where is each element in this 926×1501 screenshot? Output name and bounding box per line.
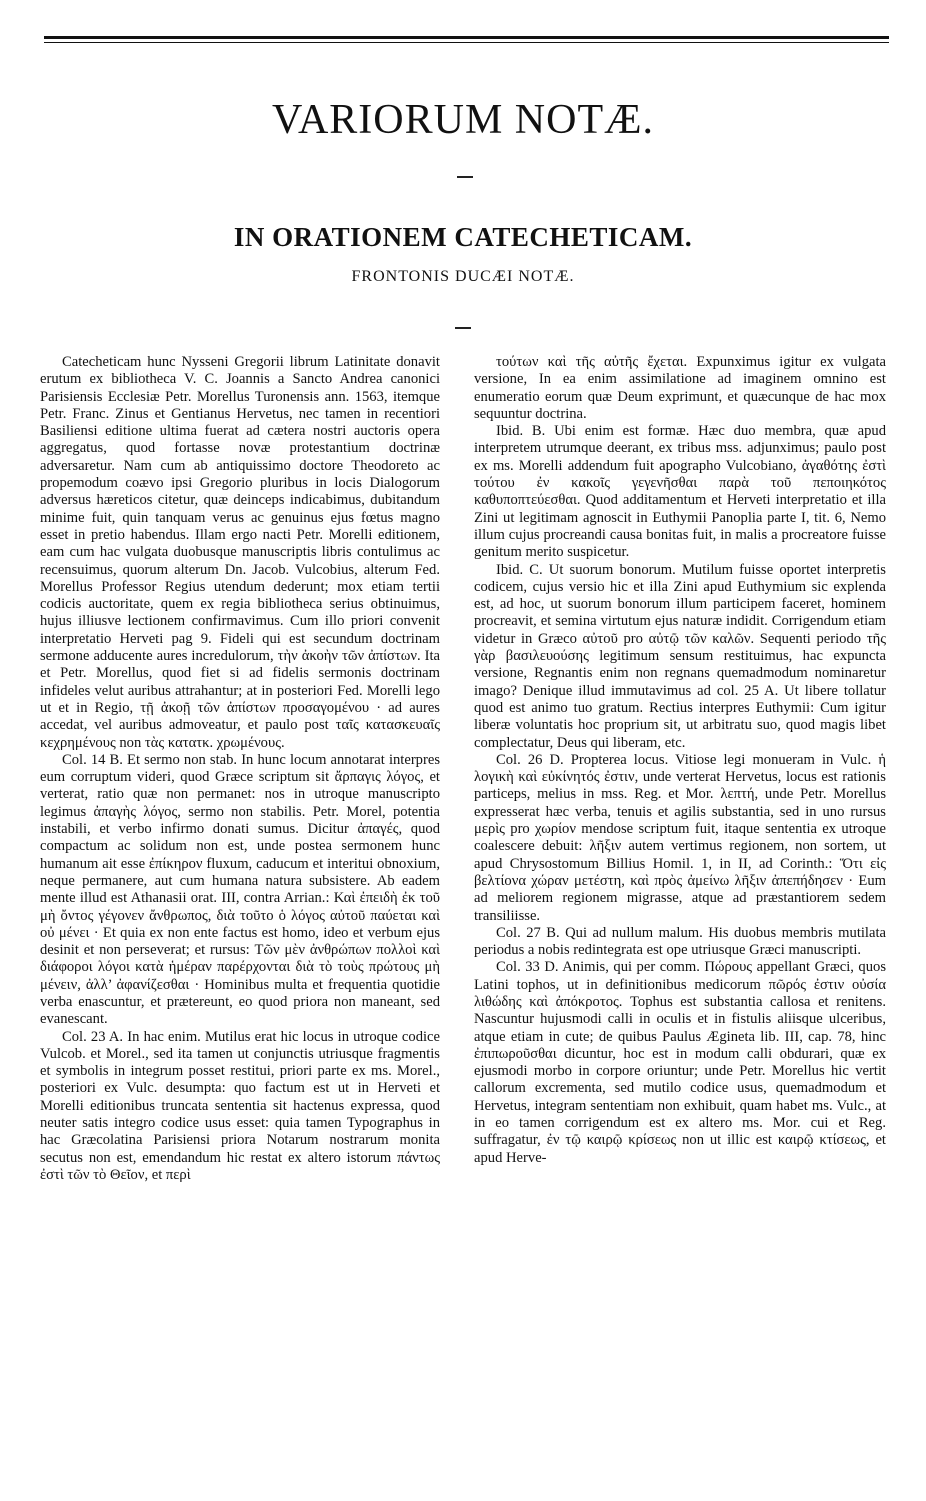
paragraph: Catecheticam hunc Nysseni Gregorii librum Latinitate donavit erutum ex bibliotheca V. C. Joannis a Sancto Andrea canonici Parisiensis Ecclesiæ Petr. Morellus Turonensis ann. 1563, itemque Petr. Franc. Zinus et Gentianus Hervetus, nec tamen in recentiori Basiliensi editione ultima fuerat ad cætera nostri auctoris opera aggregatus, quod fortasse novæ protestantium doctrinæ adversaretur. Nam cum ab antiquissimo doctore Theodoreto ac propemodum coævo ipsi Gregorio pluribus in locis Dialogorum adversus hæreticos citetur, quæ deinceps indicabimus, dubitandum minime fuit, quin tanquam verus ac genuinus ejus fœtus magno esset in pretio habendus. Illam ergo nacti Petr. Morelli editionem, eam cum hac vulgata duobusque manuscriptis libris contulimus ac recensuimus, quorum alterum Dn. Jacob. Vulcobius, alterum Fed. Morellus Professor Regius utendum dederunt; mox etiam tertii codicis auctoritate, quem ex regia bibliotheca serius obtinuimus, hujus illiusve lectionem confirmavimus. Cum illo priori convenit interpretatio Herveti pag 9. Fideli qui est secundum doctrinam sermone adducente aures incredulorum, τὴν ἀκοὴν τῶν ἀπίστων. Ita et Petr. Morellus, quod fiet si ad fidelis sermonis doctrinam infideles velut auribus attrahantur; at in posteriori Fed. Morelli lego ut et in Regio, τῇ ἀκοῇ τῶν ἀπίστων προσαγομένου · ad aures accedat, vel auribus admoveatur, et paulo post ταῖς κατασκευαῖς κεχρημένους non τὰς κατατκ. χρωμένους. — [40, 354, 440, 751]
subtitle-separator-dash — [455, 327, 471, 329]
right-text-column — [474, 354, 886, 1494]
section-subtitle: FRONTONIS DUCÆI NOTÆ. — [351, 268, 575, 285]
paragraph: Col. 23 A. In hac enim. Mutilus erat hic locus in utroque codice Vulcob. et Morel., sed ita tamen ut conjunctis utriusque fragmentis et symbolis in integrum posset restitui, priori parte ex ms. Morel., posteriori ex Vulc. desumpta: quo factum est ut in Herveti et Morelli editionibus truncata sententia sit hactenus expressa, quod neuter satis integro codice usus esset: quia tamen Typographus in hac Græcolatina Parisiensi priora Notarum nostrarum monita secutus non est, emendandum hic restat ex altero istorum πάντως ἐστὶ τῶν τὸ Θεῖον, et περὶ — [40, 1028, 440, 1183]
paragraph: Col. 27 B. Qui ad nullum malum. His duobus membris mutilata periodus a nobis redintegrata est ope utriusque Græci manuscripti. — [474, 924, 886, 959]
title-separator-dash — [457, 176, 473, 178]
paragraph: Ibid. B. Ubi enim est formæ. Hæc duo membra, quæ apud interpretem utrumque deerant, ex tribus mss. adjunximus; paulo post ex ms. Morelli addendum fuit apographo Vulcobiano, ἀγαθότης ἐστὶ τούτου ἐν κακοῖς γεγενῆσθαι παρὰ τοῦ πεποιηκότος καθυποπτεύεσθαι. Quod additamentum et Herveti interpretatio et illa Zini ut legitimam agnoscit in Euthymii Panoplia parte I, tit. 6, Nemo illum cujus procreandi causa bonitas fuit, in malis a procreatore fuisse genitum merito suspicetur. — [474, 423, 886, 561]
page-title: VARIORUM NOTÆ. — [272, 97, 654, 143]
paragraph: Ibid. C. Ut suorum bonorum. Mutilum fuisse oportet interpretis codicem, cujus versio hic et illa Zini apud Euthymium sic explenda est, ad hoc, ut suorum bonorum illum participem faceret, hominem procreavit, et semina virtutum ejus naturæ indidit. Corrigendum etiam videtur in Græco αὐτοῦ pro αὐτῷ τῶν καλῶν. Sequenti periodo τῆς γὰρ βασιλευούσης legitimum sensum restituimus, hac expuncta versione, Regnantis enim non regnans quemadmodum nominaretur imago? Denique illud immutavimus ad col. 25 A. Ut libere tollatur quod est animo tuo gratum. Rectius interpres Euthymii: Cum igitur liberæ voluntatis hoc proprium sit, ut arbitratu suo, quod magis libet complectatur, Deus qui liberam, etc. — [474, 561, 886, 751]
paragraph: Col. 14 B. Et sermo non stab. In hunc locum annotarat interpres eum corruptum videri, quod Græce scriptum sit ἄρπαγις λόγος, et verterat, ratio quæ non permanet: nos in utroque manuscripto legimus ἀπαγὴς λόγος, sermo non stabilis. Petr. Morel, potentia instabili, et verbo infirmo donati sumus. Dicitur ἀπαγές, quod compactum ac solidum non est, unde postea sermonem hunc humanum ait esse ἐπίκηρον fluxum, caducum et interitui obnoxium, neque permanere, aut cum humana natura subsistere. Ab eadem mente illud est Athanasii orat. III, contra Arrian.: Καὶ ἐπειδὴ ἐκ τοῦ μὴ ὄντος γέγονεν ἄνθρωπος, διὰ τοῦτο ὁ λόγος αὐτοῦ παύεται καὶ οὐ μένει · Et quia ex non ente factus est homo, ideo et verbum ejus desinit et non perseverat; et rursus: Τῶν μὲν ἀνθρώπων πολλοὶ καὶ διάφοροι λόγοι κατὰ ἡμέραν παρέρχονται διὰ τὸ τοὺς πρώτους μὴ μένειν, ἀλλ’ ἀφανίζεσθαι · Hominibus multa et frequentia quotidie verba enascuntur, et prætereunt, eo quod priora non maneant, sed evanescant. — [40, 751, 440, 1028]
paragraph: τούτων καὶ τῆς αὐτῆς ἔχεται. Expunximus igitur ex vulgata versione, In ea enim assimilatione ad imaginem omnino est enumeratio eorum quæ Deum exprimunt, et quæcunque de hac mox sequuntur doctrina. — [474, 354, 886, 422]
left-text-column — [40, 354, 440, 1494]
paragraph: Col. 33 D. Animis, qui per comm. Πώρους appellant Græci, quos Latini tophos, ut in definitionibus medicorum πῶρός ἐστιν οὐσία λιθώδης καὶ ἀπόκροτος. Tophus est substantia callosa et renitens. Nascuntur hujusmodi calli in oculis et in fistulis aliisque ulceribus, atque etiam in cute; de quibus Paulus Ægineta lib. III, cap. 78, hinc ἐπιπωροῦσθαι dicuntur, hoc est in modum calli obdurari, quæ ex ejusmodi morbo in corpore oriuntur; unde Petr. Morellus hic vertit callorum excrementa, sed mutilo codice usus, quemadmodum et Hervetus, integram sententiam non exhibuit, quam habet ms. Vulc., at in eo tamen corrigendum est ex altero ms. Mor. cui et Reg. suffragatur, ἐν τῷ καιρῷ κρίσεως non ut illic est καιρῷ κτίσεως, et apud Herve- — [474, 959, 886, 1166]
section-title: IN ORATIONEM CATECHETICAM. — [233, 222, 693, 252]
paragraph: Col. 26 D. Propterea locus. Vitiose legi monueram in Vulc. ἡ λογικὴ καὶ εὐκίνητός ἐστιν, unde verterat Hervetus, locus est rationis particeps, melius in mss. Reg. et Mor. λεπτή, unde Petr. Morellus expresserat hæc verba, tenuis et agilis substantia, sed in uno rursus μερὶς pro χωρίον mendose scriptum fuit, itaque sententia ex utroque coalescere debuit: λῆξιν autem vertimus regionem, non sortem, ut apud Chrysostomum Billius Homil. 1, in II, ad Corinth.: Ὅτι εἰς βελτίονα χώραν μετέστη, καὶ πρὸς ἀμείνω λῆξιν ἀπεπήδησεν · Eum ad meliorem regionem migrasse, atque ad præstantiorem sedem transiliisse. — [474, 751, 886, 924]
top-double-rule — [44, 36, 889, 43]
